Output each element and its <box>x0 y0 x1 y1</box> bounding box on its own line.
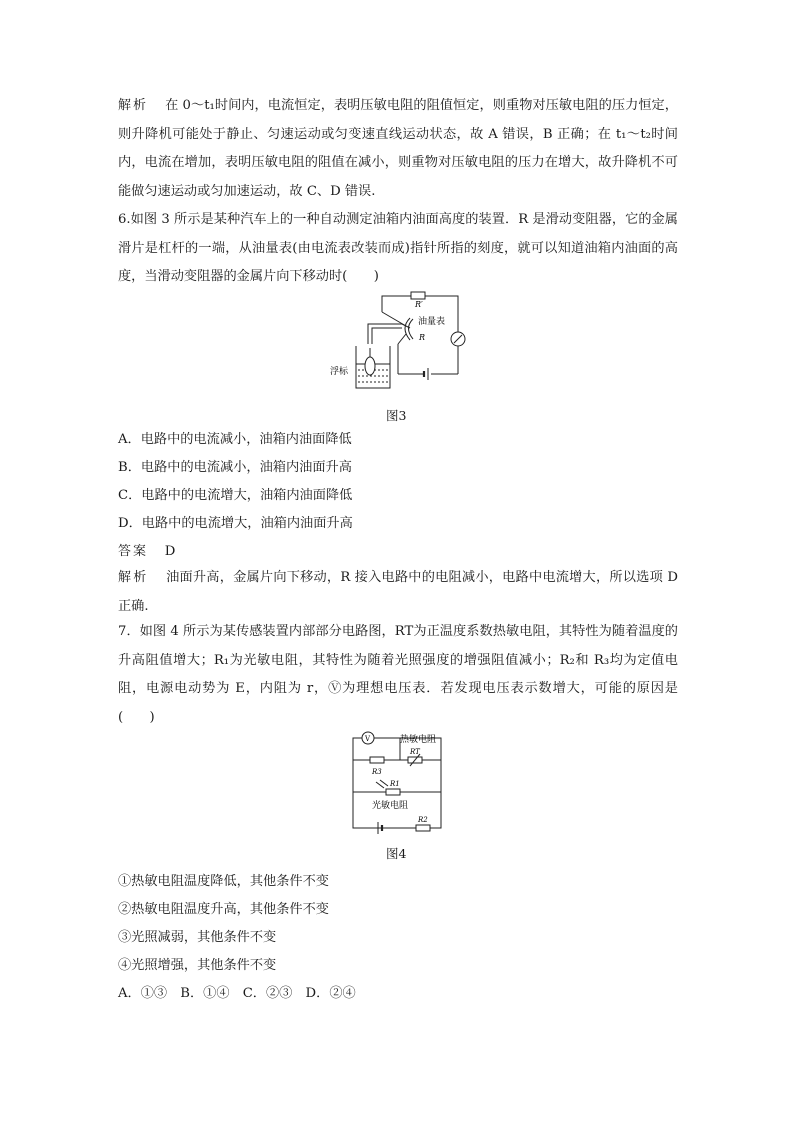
q6-option-c: C．电路中的电流增大，油箱内油面降低 <box>118 488 353 503</box>
q6-option-d: D．电路中的电流增大，油箱内油面升高 <box>118 516 353 531</box>
q6-option-b: B．电路中的电流减小，油箱内油面升高 <box>118 460 352 475</box>
label-r2: R2 <box>418 816 428 824</box>
previous-analysis <box>118 92 678 206</box>
question-7-stem: 7．如图 4 所示为某传感装置内部部分电路图，RT为正温度系数热敏电阻，其特性为随着温度的升高阻值增大；R₁为光敏电阻，其特性为随着光照强度的增强阻值减小；R₂和 R₃均为定值电阻，电源电动势为 E，内阻为 r，Ⓥ为理想电压表．若发现电压表示数增大，可能的原因是( ) <box>118 624 678 725</box>
figure-3-diagram <box>320 288 470 398</box>
q7-options: A．①③ B．①④ C．②③ D．②④ <box>118 986 356 1001</box>
q6-analysis-label: 解析 <box>118 570 149 585</box>
answer-value: D <box>164 544 176 559</box>
label-voltmeter: V <box>365 735 371 743</box>
analysis-text: 在 0～t₁时间内，电流恒定，表明压敏电阻的阻值恒定，则重物对压敏电阻的压力恒定，则升降机可能处于静止、匀速运动或匀变速直线运动状态，故 A 错误，B 正确；在 t₁～t₂时间内，电流在增加，表明压敏电阻的阻值在减小，则重物对压敏电阻的压力在增大，故升降机不可能做匀速运动或匀加速运动，故 C、D 错误. <box>118 98 678 199</box>
q7-item-4: ④光照增强，其他条件不变 <box>118 958 277 973</box>
question-6-stem: 6.如图 3 所示是某种汽车上的一种自动测定油箱内油面高度的装置．R 是滑动变阻器，它的金属滑片是杠杆的一端，从油量表(由电流表改装而成)指针所指的刻度，就可以知道油箱内油面的高度，当滑动变阻器的金属片向下移动时( ) <box>118 212 678 284</box>
q7-item-2: ②热敏电阻温度升高，其他条件不变 <box>118 902 329 917</box>
label-thermistor: 热敏电阻 <box>400 735 437 745</box>
figure-3-caption: 图3 <box>386 408 407 423</box>
q6-analysis <box>118 564 678 621</box>
label-r1: R1 <box>390 780 400 788</box>
label-rt: RT <box>410 748 420 756</box>
q6-answer <box>118 542 175 562</box>
q6-option-a: A．电路中的电流减小，油箱内油面降低 <box>118 432 352 447</box>
label-r: R <box>419 333 426 342</box>
q6-analysis-text: 油面升高，金属片向下移动，R 接入电路中的电阻减小，电路中电流增大，所以选项 D 正确. <box>118 570 678 614</box>
q7-item-1: ①热敏电阻温度降低，其他条件不变 <box>118 874 329 889</box>
label-r3: R3 <box>372 768 382 776</box>
q7-item-3: ③光照减弱，其他条件不变 <box>118 930 277 945</box>
figure-4-caption: 图4 <box>386 846 407 861</box>
figure-4-diagram <box>348 730 448 834</box>
analysis-label: 解析 <box>118 98 149 113</box>
label-float: 浮标 <box>330 367 349 377</box>
label-r-prime: R′ <box>415 300 423 309</box>
label-photoresistor: 光敏电阻 <box>372 801 409 811</box>
answer-label: 答案 <box>118 544 149 559</box>
label-oil-meter: 油量表 <box>418 317 446 327</box>
